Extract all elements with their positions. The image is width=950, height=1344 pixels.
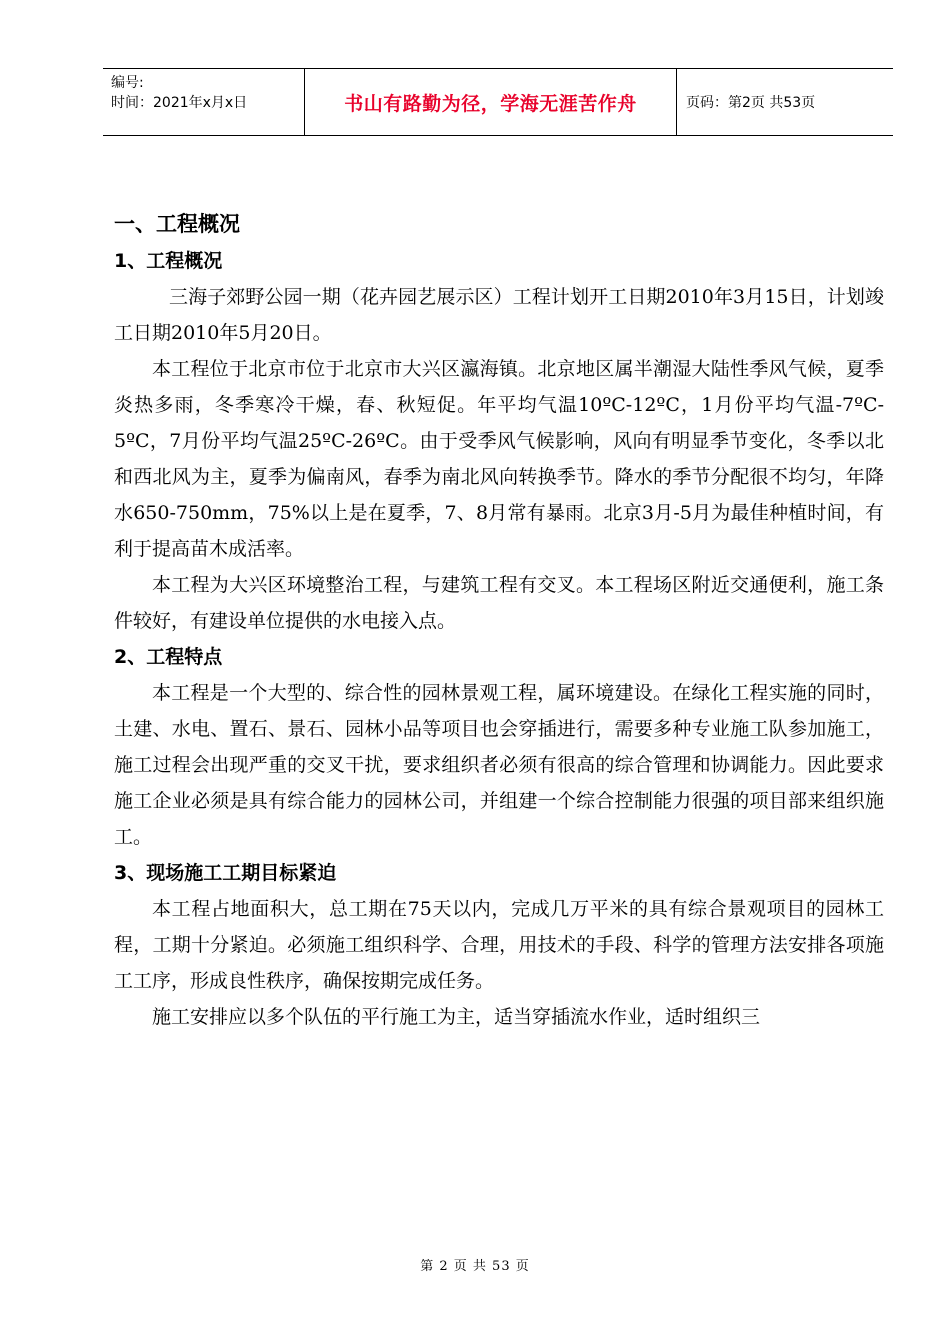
- paragraph: 本工程占地面积大，总工期在75天以内，完成几万平米的具有综合景观项目的园林工程，工期十分紧迫。必须施工组织科学、合理，用技术的手段、科学的管理方法安排各项施工工序，形成良性秩序，确保按期完成任务。: [114, 898, 884, 992]
- document-header: [103, 68, 893, 136]
- paragraph: 三海子郊野公园一期（花卉园艺展示区）工程计划开工日期2010年3月15日，计划竣工日期2010年5月20日。: [114, 286, 884, 344]
- paragraph: 本工程是一个大型的、综合性的园林景观工程，属环境建设。在绿化工程实施的同时，土建、水电、置石、景石、园林小品等项目也会穿插进行，需要多种专业施工队参加施工，施工过程会出现严重的交叉干扰，要求组织者必须有很高的综合管理和协调能力。因此要求施工企业必须是具有综合能力的园林公司，并组建一个综合控制能力很强的项目部来组织施工。: [114, 682, 884, 848]
- subsection-title-3: 3、现场施工工期目标紧迫: [114, 862, 337, 884]
- paragraph: 施工安排应以多个队伍的平行施工为主，适当穿插流水作业，适时组织三: [152, 1006, 761, 1028]
- header-meta: [103, 69, 305, 135]
- subsection-title-1: 1、工程概况: [114, 250, 223, 272]
- time-label: 时间：2021年x月x日: [111, 95, 248, 111]
- page-code-text: 页码：第2页 共53页: [686, 95, 816, 111]
- header-page-code: [677, 69, 893, 135]
- page-footer: 第 2 页 共 53 页: [420, 1259, 530, 1274]
- header-motto: [305, 69, 677, 135]
- document-body: [114, 205, 884, 1035]
- paragraph: 本工程为大兴区环境整治工程，与建筑工程有交叉。本工程场区附近交通便利，施工条件较好，有建设单位提供的水电接入点。: [114, 574, 884, 632]
- motto-text: 书山有路勤为径，学海无涯苦作舟: [344, 92, 637, 115]
- section-title: 一、工程概况: [114, 212, 240, 236]
- number-label: 编号:: [111, 75, 144, 91]
- paragraph: 本工程位于北京市位于北京市大兴区瀛海镇。北京地区属半潮湿大陆性季风气候，夏季炎热多雨，冬季寒冷干燥，春、秋短促。年平均气温10ºC-12ºC，1月份平均气温-7ºC-5ºC，7月份平均气温25ºC-26ºC。由于受季风气候影响，风向有明显季节变化，冬季以北和西北风为主，夏季为偏南风，春季为南北风向转换季节。降水的季节分配很不均匀，年降水650-750mm，75%以上是在夏季，7、8月常有暴雨。北京3月-5月为最佳种植时间，有利于提高苗木成活率。: [114, 358, 884, 560]
- subsection-title-2: 2、工程特点: [114, 646, 223, 668]
